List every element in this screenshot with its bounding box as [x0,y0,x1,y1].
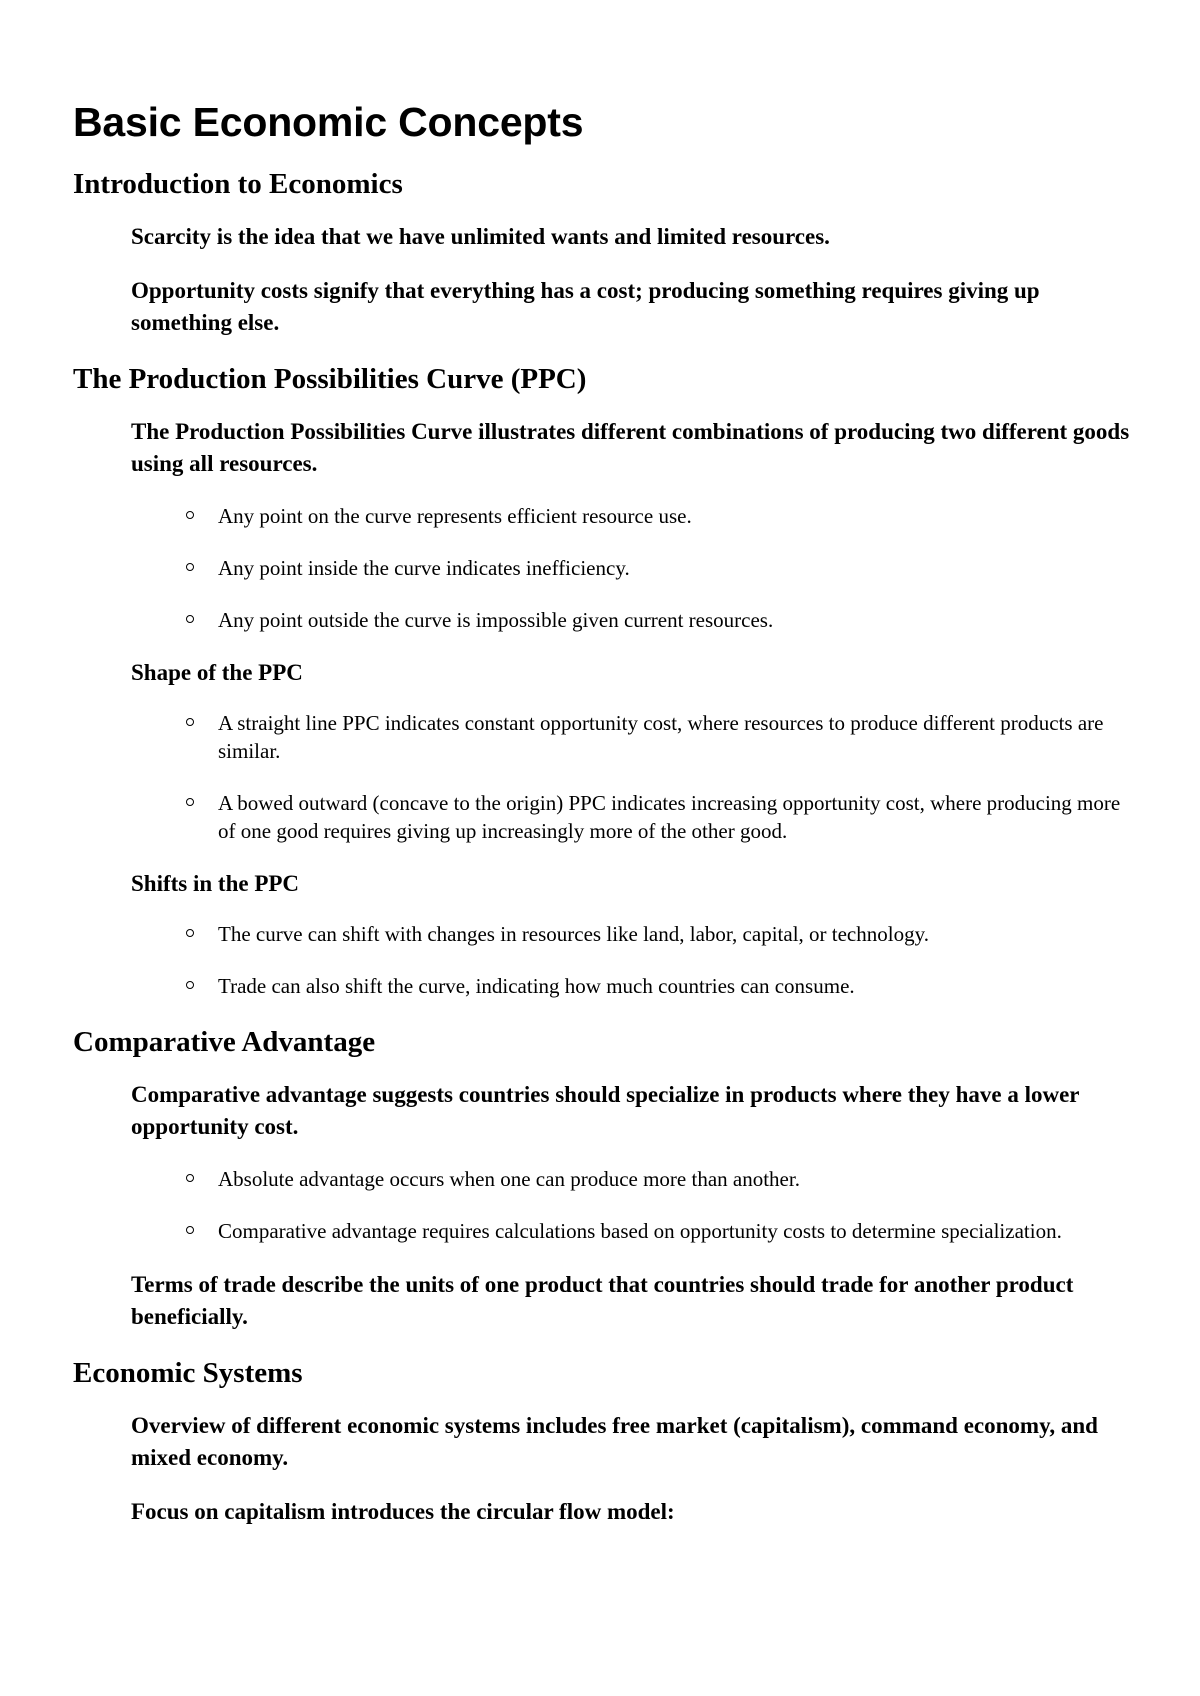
list-item [218,972,1140,1000]
list-item [218,1217,1140,1245]
list-item [218,554,1140,582]
circle-bullet-icon [186,981,194,989]
list-item [218,606,1140,634]
subheading-shifts-in-ppc: Shifts in the PPC [131,871,300,896]
circle-bullet-icon [186,563,194,571]
list-item [218,920,1140,948]
list-item [218,1165,1140,1193]
list-item-text: Absolute advantage occurs when one can produce more than another. [218,1167,800,1191]
ppc-shape-list [73,709,1140,845]
section-heading-economic-systems: Economic Systems [73,1357,303,1389]
ppc-points-list [73,502,1140,634]
list-item-text: The curve can shift with changes in resources like land, labor, capital, or technology. [218,922,929,946]
list-item-text: A straight line PPC indicates constant opportunity cost, where resources to produce different products are similar. [218,711,1104,763]
list-item-text: Trade can also shift the curve, indicating how much countries can consume. [218,974,855,998]
document-title: Basic Economic Concepts [73,99,584,145]
subheading-shape-of-ppc: Shape of the PPC [131,660,303,685]
list-item [218,789,1140,845]
list-item-text: Any point outside the curve is impossible given current resources. [218,608,774,632]
list-item [218,502,1140,530]
section-heading-comparative-advantage: Comparative Advantage [73,1026,376,1058]
circle-bullet-icon [186,615,194,623]
section-heading-intro: Introduction to Economics [73,168,403,200]
list-item [218,709,1140,765]
terms-of-trade-paragraph: Terms of trade describe the units of one product that countries should trade for another product beneficially. [131,1272,1074,1329]
systems-paragraph-circular-flow: Focus on capitalism introduces the circular flow model: [131,1499,675,1524]
circle-bullet-icon [186,718,194,726]
circle-bullet-icon [186,511,194,519]
systems-paragraph-overview: Overview of different economic systems includes free market (capitalism), command economy, and mixed economy. [131,1413,1098,1470]
intro-paragraph-scarcity: Scarcity is the idea that we have unlimited wants and limited resources. [131,224,830,249]
circle-bullet-icon [186,1226,194,1234]
ppc-shifts-list [73,920,1140,1000]
circle-bullet-icon [186,929,194,937]
list-item-text: A bowed outward (concave to the origin) PPC indicates increasing opportunity cost, where producing more of one good requires giving up increasingly more of the other good. [218,791,1121,843]
list-item-text: Any point inside the curve indicates inefficiency. [218,556,630,580]
list-item-text: Any point on the curve represents efficient resource use. [218,504,692,528]
intro-paragraph-opportunity-cost: Opportunity costs signify that everything has a cost; producing something requires giving up something else. [131,278,1040,335]
section-heading-ppc: The Production Possibilities Curve (PPC) [73,363,587,395]
ppc-paragraph: The Production Possibilities Curve illustrates different combinations of producing two different goods using all resources. [131,419,1130,476]
comparative-list [73,1165,1140,1245]
circle-bullet-icon [186,1174,194,1182]
circle-bullet-icon [186,798,194,806]
list-item-text: Comparative advantage requires calculations based on opportunity costs to determine specialization. [218,1219,1062,1243]
comparative-paragraph: Comparative advantage suggests countries should specialize in products where they have a lower opportunity cost. [131,1082,1080,1139]
